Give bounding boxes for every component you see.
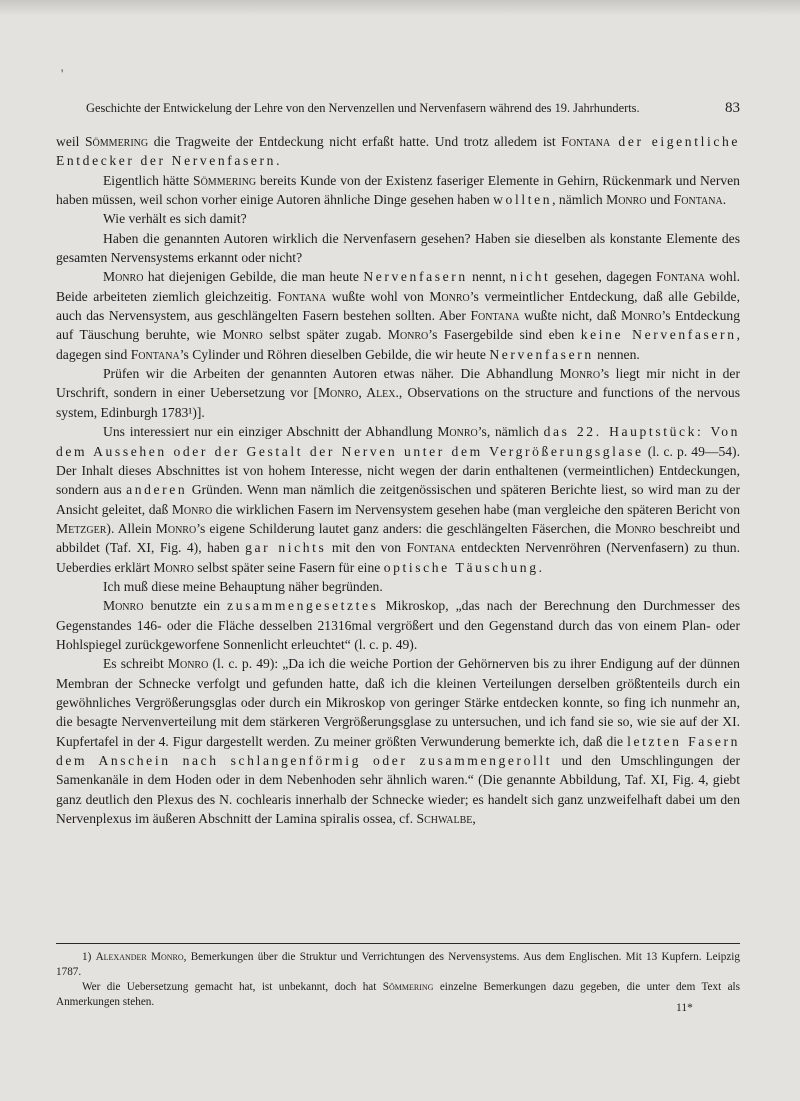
text-run: Es schreibt bbox=[103, 656, 168, 672]
paragraph bbox=[56, 209, 740, 228]
paragraph bbox=[56, 364, 740, 422]
name-smallcaps: Monro bbox=[103, 269, 144, 285]
name-smallcaps: Monro bbox=[437, 424, 478, 440]
text-run: Uns interessiert nur ein einziger Abschnitt der Abhandlung bbox=[103, 424, 438, 440]
text-run: Prüfen wir die Arbeiten der genannten Autoren etwas näher. Die Abhandlung bbox=[103, 366, 560, 382]
paragraph bbox=[56, 654, 740, 828]
text-run: nennen. bbox=[593, 346, 640, 362]
name-smallcaps: Monro, Alex. bbox=[317, 385, 399, 401]
name-smallcaps: Sömmering bbox=[193, 172, 257, 188]
name-smallcaps: Alexander Monro bbox=[95, 951, 184, 963]
scan-mark: ' bbox=[61, 66, 64, 81]
text-run: wohl. Beide arbeiteten ziemlich gleichzeitig. bbox=[56, 269, 740, 304]
text-run: selbst später seine Fasern für eine bbox=[193, 559, 384, 575]
emphasis-spaced: keine Nervenfasern bbox=[580, 327, 737, 343]
paragraph bbox=[56, 422, 740, 577]
text-run: , nämlich bbox=[552, 192, 607, 208]
text-run: (l. c. p. 49—54). Der Inhalt dieses Abschnittes ist von hohem Interesse, nicht wegen der darin enthaltenen (vermeintlichen) Entdeckungen, sondern aus bbox=[56, 443, 740, 498]
text-run: benutzte ein bbox=[143, 598, 228, 614]
name-smallcaps: Fontana bbox=[673, 192, 723, 208]
paragraph bbox=[56, 132, 740, 171]
text-run: ). Allein bbox=[106, 520, 156, 536]
text-run: Gründen. Wenn man nämlich die zeitgenössischen und späteren Berichte liest, so wird man zu der Ansicht geleitet, daß bbox=[56, 482, 740, 517]
body-text bbox=[56, 132, 740, 828]
text-run: 1) bbox=[82, 951, 96, 963]
emphasis-spaced: der eigentliche Entdecker der Nervenfasern. bbox=[56, 134, 741, 169]
text-run: Mikroskop, „das nach der Berechnung den Durchmesser des Gegenstandes 146- oder die Fläche desselben 21316mal vergrößert und den Gegenstand durch das von einem Plan- oder Hohlspiegel zurückgeworfene Sonnenlicht erleuchtet“ (l. c. p. 49). bbox=[56, 598, 740, 652]
page-number: 83 bbox=[725, 100, 740, 116]
name-smallcaps: Monro bbox=[222, 327, 263, 343]
text-run: Wer die Uebersetzung gemacht hat, ist unbekannt, doch hat bbox=[82, 981, 383, 993]
text-run: weil bbox=[56, 134, 85, 149]
name-smallcaps: Monro bbox=[621, 308, 662, 324]
text-run: beschreibt und abbildet (Taf. XI, Fig. 4), haben bbox=[56, 520, 740, 556]
name-smallcaps: Monro bbox=[429, 288, 470, 304]
name-smallcaps: Monro bbox=[153, 559, 194, 575]
emphasis-spaced: gar nichts bbox=[245, 540, 327, 556]
emphasis-spaced: das 22. Hauptstück: Von dem Aussehen oder der Gestalt der Nerven unter dem Vergrößerungsglase bbox=[56, 424, 740, 459]
name-smallcaps: Fontana bbox=[656, 269, 706, 285]
name-smallcaps: Monro bbox=[387, 327, 429, 343]
text-run: einzelne Bemerkungen dazu gegeben, die unter dem Text als Anmerkungen stehen. bbox=[56, 981, 740, 1008]
running-title: Geschichte der Entwickelung der Lehre von den Nervenzellen und Nervenfasern während des 19. Jahrhunderts. bbox=[86, 101, 640, 115]
footnote bbox=[56, 950, 740, 980]
paragraph bbox=[56, 267, 740, 364]
paragraph bbox=[56, 229, 740, 268]
name-smallcaps: Sömmering bbox=[85, 134, 149, 149]
text-run: wußte nicht, daß bbox=[519, 308, 622, 324]
text-run: , Bemerkungen über die Struktur und Verrichtungen des Nervensystems. Aus dem Englischen. Mit 13 Kupfern. Leipzig 1787. bbox=[56, 951, 740, 978]
text-run: hat diejenigen Gebilde, die man heute bbox=[143, 269, 364, 285]
name-smallcaps: Monro bbox=[155, 520, 197, 536]
text-run: ’s vermeintlicher Entdeckung, daß alle Gebilde, auch das Nervensystem, aus geschlängelten Fasern bestehen sollten. Aber bbox=[56, 288, 740, 324]
text-run: nennt, bbox=[467, 269, 511, 285]
signature-mark: 11* bbox=[676, 1002, 693, 1014]
text-run: und bbox=[646, 192, 674, 208]
text-run: ’s Cylinder und Röhren dieselben Gebilde, die wir heute bbox=[179, 346, 490, 362]
text-run: Haben die genannten Autoren wirklich die Nervenfasern gesehen? Haben sie dieselben als konstante Elemente des gesamten Nervensystems erkannt oder nicht? bbox=[56, 230, 740, 266]
footnote bbox=[56, 980, 740, 1010]
emphasis-spaced: wollten bbox=[493, 192, 553, 208]
name-smallcaps: Fontana bbox=[277, 288, 327, 304]
name-smallcaps: Monro bbox=[167, 656, 209, 672]
text-run: Wie verhält es sich damit? bbox=[103, 211, 247, 227]
footnote-rule bbox=[56, 943, 740, 944]
text-run: ’s Fasergebilde sind eben bbox=[428, 327, 581, 343]
text-run: wußte wohl von bbox=[326, 288, 430, 304]
text-run: Ich muß diese meine Behauptung näher begründen. bbox=[103, 578, 383, 594]
emphasis-spaced: letzten Fasern dem Anschein nach schlangenförmig oder zusammengerollt bbox=[56, 733, 740, 768]
name-smallcaps: Fontana bbox=[406, 540, 456, 556]
text-run: ’s eigene Schilderung lautet ganz anders: die geschlängelten Fäserchen, die bbox=[196, 520, 616, 536]
text-run: , bbox=[472, 811, 476, 827]
text-run: ’s liegt mir nicht in der Urschrift, sondern in einer Uebersetzung vor [ bbox=[56, 366, 740, 401]
name-smallcaps: Monro bbox=[615, 520, 656, 536]
text-run: , Observations on the structure and functions of the nervous system, Edinburgh 1783¹)]. bbox=[56, 385, 740, 420]
emphasis-spaced: nicht bbox=[510, 269, 551, 285]
text-run: , dagegen sind bbox=[56, 327, 740, 362]
paragraph bbox=[56, 596, 740, 654]
paragraph bbox=[56, 171, 740, 210]
name-smallcaps: Schwalbe bbox=[416, 811, 473, 827]
emphasis-spaced: optische Täuschung bbox=[383, 559, 539, 575]
name-smallcaps: Monro bbox=[171, 501, 213, 517]
name-smallcaps: Fontana bbox=[561, 134, 611, 149]
text-run: bereits Kunde von der Existenz faseriger Elemente in Gehirn, Rückenmark und Nerven haben müssen, weil schon vorher einige Autoren ähnliche Dinge gesehen haben bbox=[56, 172, 740, 208]
name-smallcaps: Metzger bbox=[56, 520, 107, 536]
paragraph bbox=[56, 577, 740, 596]
text-run: mit den von bbox=[326, 540, 407, 556]
text-run: die Tragweite der Entdeckung nicht erfaßt hatte. Und trotz alledem ist bbox=[148, 134, 562, 149]
text-run: (l. c. p. 49): „Da ich die weiche Portion der Gehörnerven bis zu ihrer Endigung auf der dünnen Membran der Schnecke verfolgt und gefunden hatte, daß ich die kleinen Verteilungen derselben größtenteils durch ein gewöhnliches Vergrößerungsglas oder durch ein Mikroskop von geringer Stärke entdecken konnte, so fing ich nunmehr an, die besagte Nervenverteilung mit dem stärkeren Vergrößerungsglase zu untersuchen, und ich fand sie so, wie sie auf der XI. Kupfertafel in der 4. Figur dargestellt werden. Zu meiner größten Verwunderung bemerkte ich, daß die bbox=[56, 656, 740, 749]
name-smallcaps: Monro bbox=[559, 366, 601, 382]
text-run: gesehen, dagegen bbox=[550, 269, 657, 285]
running-header bbox=[86, 100, 740, 117]
emphasis-spaced: Nervenfasern bbox=[489, 346, 594, 362]
text-run: und den Umschlingungen der Samenkanäle in dem Hoden oder in dem Nebenhoden sehr ähnlich waren.“ (Die genannte Abbildung, Taf. XI, Fig. 4, giebt ganz deutlich den Plexus des N. cochlearis innerhalb der Schnecke wieder; es handelt sich ganz unzweifelhaft dabei um den Nervenplexus im äußeren Abschnitt der Lamina spiralis ossea, cf. bbox=[56, 753, 740, 827]
text-run: ’s, nämlich bbox=[477, 424, 544, 440]
text-run: die wirklichen Fasern im Nervensystem gesehen habe (man vergleiche den späteren Bericht von bbox=[212, 501, 741, 517]
text-run: Eigentlich hätte bbox=[103, 172, 194, 188]
text-run: . bbox=[538, 559, 542, 575]
name-smallcaps: Fontana bbox=[130, 346, 180, 362]
text-run: . bbox=[722, 192, 727, 208]
text-run: entdeckten Nervenröhren (Nervenfasern) zu thun. Ueberdies erklärt bbox=[56, 540, 740, 575]
emphasis-spaced: Nervenfasern bbox=[363, 269, 468, 285]
footnotes bbox=[56, 950, 740, 1010]
name-smallcaps: Monro bbox=[103, 598, 144, 614]
name-smallcaps: Fontana bbox=[470, 308, 520, 324]
name-smallcaps: Sömmering bbox=[382, 981, 434, 993]
text-run: selbst später zugab. bbox=[262, 327, 388, 343]
scan-top-shadow bbox=[0, 0, 800, 16]
name-smallcaps: Monro bbox=[606, 192, 647, 208]
emphasis-spaced: anderen bbox=[126, 482, 188, 498]
text-run: ’s Entdeckung auf Täuschung beruhte, wie bbox=[56, 308, 740, 343]
emphasis-spaced: zusammengesetztes bbox=[227, 598, 379, 614]
